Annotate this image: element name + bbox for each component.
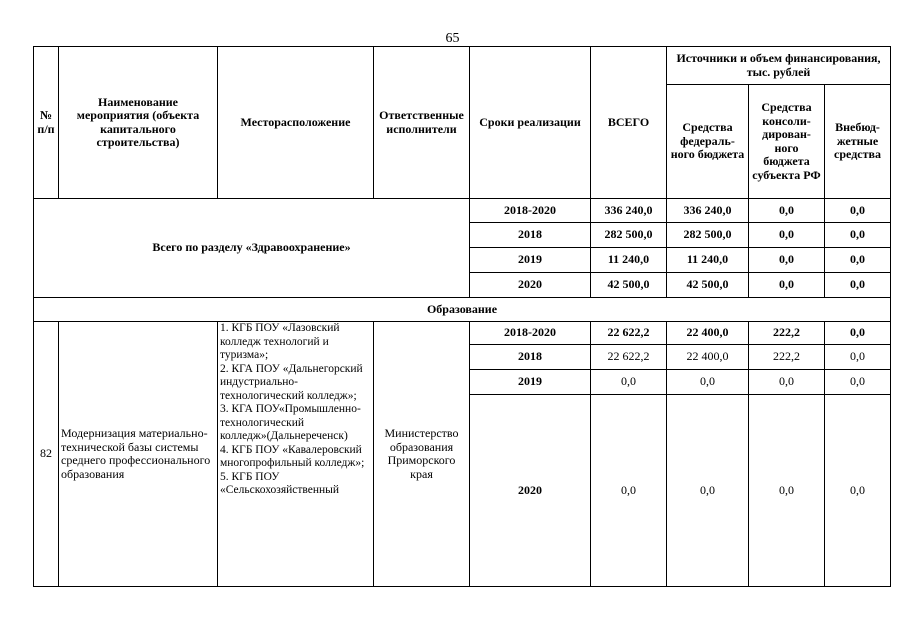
item-name: Модернизация материально-технической базы системы среднего профессионального образования: [59, 322, 218, 587]
federal-cell: 336 240,0: [667, 199, 749, 223]
item-num: 82: [34, 322, 59, 587]
section-title: Образование: [34, 298, 891, 322]
header-federal: Средства федераль-ного бюджета: [667, 85, 749, 199]
regional-cell: 0,0: [749, 248, 825, 273]
regional-cell: 0,0: [749, 199, 825, 223]
financing-table: [33, 46, 891, 587]
regional-cell: 0,0: [749, 223, 825, 248]
period-cell: 2019: [470, 248, 591, 273]
header-num: № п/п: [34, 47, 59, 199]
offbudget-cell: 0,0: [825, 273, 891, 298]
header-regional: Средства консоли-дирован-ного бюджета субъекта РФ: [749, 85, 825, 199]
health-total-row: [34, 199, 891, 223]
item-location: 1. КГБ ПОУ «Лазовский колледж технологий и туризма»; 2. КГА ПОУ «Дальнегорский индустриально-технологический колледж»; 3. КГА ПОУ«Промышленно-технологический колледж»(Дальнереченск) 4. КГБ ПОУ «Кавалеровский многопрофильный колледж»; 5. КГБ ПОУ «Сельскохозяйственный: [218, 322, 374, 587]
federal-cell: 22 400,0: [667, 322, 749, 345]
total-cell: 22 622,2: [591, 345, 667, 370]
period-cell: 2019: [470, 370, 591, 395]
header-period: Сроки реализации: [470, 47, 591, 199]
total-cell: 282 500,0: [591, 223, 667, 248]
period-cell: 2018: [470, 223, 591, 248]
offbudget-cell: 0,0: [825, 322, 891, 345]
item-row: [34, 322, 891, 345]
offbudget-cell: 0,0: [825, 223, 891, 248]
regional-cell: 222,2: [749, 345, 825, 370]
page-number: 65: [445, 31, 460, 46]
regional-cell: 222,2: [749, 322, 825, 345]
federal-cell: 0,0: [667, 370, 749, 395]
header-location: Месторасположение: [218, 47, 374, 199]
period-cell: 2018-2020: [470, 199, 591, 223]
federal-cell: 22 400,0: [667, 345, 749, 370]
period-cell: 2020: [470, 395, 591, 587]
header-name: Наименование мероприятия (объекта капитального строительства): [59, 47, 218, 199]
period-cell: 2020: [470, 273, 591, 298]
federal-cell: 0,0: [667, 395, 749, 587]
header-executors: Ответственные исполнители: [374, 47, 470, 199]
offbudget-cell: 0,0: [825, 248, 891, 273]
total-cell: 336 240,0: [591, 199, 667, 223]
offbudget-cell: 0,0: [825, 395, 891, 587]
offbudget-cell: 0,0: [825, 370, 891, 395]
total-cell: 11 240,0: [591, 248, 667, 273]
offbudget-cell: 0,0: [825, 199, 891, 223]
federal-cell: 282 500,0: [667, 223, 749, 248]
total-cell: 0,0: [591, 370, 667, 395]
total-cell: 42 500,0: [591, 273, 667, 298]
regional-cell: 0,0: [749, 395, 825, 587]
header-total: ВСЕГО: [591, 47, 667, 199]
offbudget-cell: 0,0: [825, 345, 891, 370]
period-cell: 2018: [470, 345, 591, 370]
period-cell: 2018-2020: [470, 322, 591, 345]
regional-cell: 0,0: [749, 370, 825, 395]
regional-cell: 0,0: [749, 273, 825, 298]
federal-cell: 11 240,0: [667, 248, 749, 273]
total-cell: 22 622,2: [591, 322, 667, 345]
header-sources-group: Источники и объем финансирования, тыс. рублей: [667, 47, 891, 85]
total-cell: 0,0: [591, 395, 667, 587]
header-offbudget: Внебюд-жетные средства: [825, 85, 891, 199]
federal-cell: 42 500,0: [667, 273, 749, 298]
health-total-label: Всего по разделу «Здравоохранение»: [34, 199, 470, 298]
item-executor: Министерство образования Приморского края: [374, 322, 470, 587]
